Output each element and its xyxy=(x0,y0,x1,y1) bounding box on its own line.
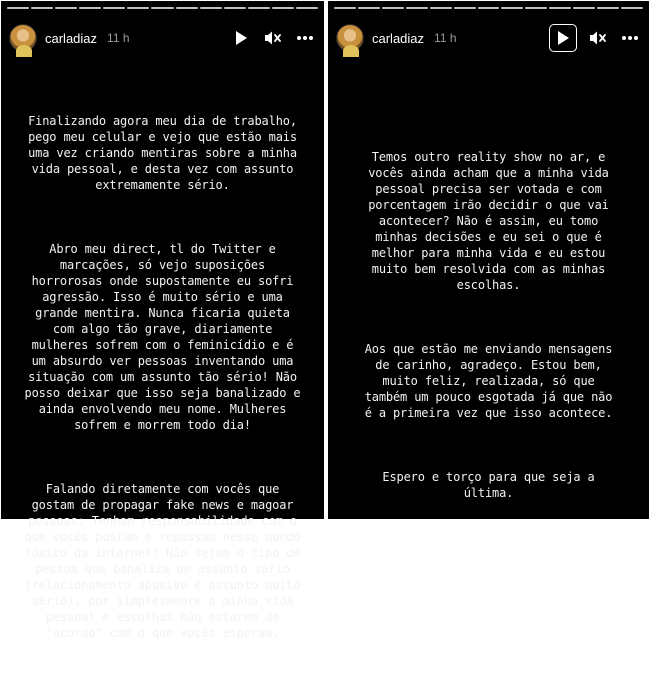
story-controls xyxy=(230,27,316,49)
progress-segment xyxy=(406,7,428,9)
progress-segment xyxy=(296,7,318,9)
progress-segment xyxy=(7,7,29,9)
story-progress-bar xyxy=(7,7,318,9)
progress-segment xyxy=(478,7,500,9)
story-text xyxy=(332,117,645,549)
progress-segment xyxy=(224,7,246,9)
progress-segment xyxy=(31,7,53,9)
mute-icon[interactable] xyxy=(587,27,609,49)
story-header xyxy=(336,23,641,53)
progress-segment xyxy=(176,7,198,9)
story-paragraph: Falando diretamente com vocês que gostam de propagar fake news e magoar pessoas: Tenham responsabilidade com o que vocês postam e repassam nesse mundo tóxico da internet! Não sejam o tipo de pessoa que banaliza um assunto sério (relacionamento abusivo é assunto muito sério), por simplesmente a minha vida pessoal e escolhas não estarem de "acordo" com o que vocês esperam. xyxy=(24,482,301,640)
progress-segment xyxy=(573,7,595,9)
story-progress-bar xyxy=(334,7,643,9)
story-paragraph: Temos outro reality show no ar, e vocês ainda acham que a minha vida pessoal precisa ser votada e com porcentagem irão decidir o que vai acontecer? Não é assim, eu tomo minhas decisões e eu sei o que é melhor para minha vida e eu estou muito bem resolvida com as minhas escolhas. xyxy=(368,150,609,292)
progress-segment xyxy=(248,7,270,9)
play-icon[interactable] xyxy=(230,27,252,49)
post-time: 11 h xyxy=(107,31,130,45)
progress-segment xyxy=(103,7,125,9)
progress-segment xyxy=(430,7,452,9)
username[interactable]: carladiaz xyxy=(372,30,425,46)
progress-segment xyxy=(200,7,222,9)
mute-icon[interactable] xyxy=(262,27,284,49)
story-paragraph: Aos que estão me enviando mensagens de carinho, agradeço. Estou bem, muito feliz, realizada, só que também um pouco esgotada já que não é a primeira vez que isso acontece. xyxy=(364,342,613,420)
progress-segment xyxy=(549,7,571,9)
story-header xyxy=(9,23,316,53)
progress-segment xyxy=(272,7,294,9)
story-panel-left xyxy=(1,1,324,640)
avatar[interactable] xyxy=(336,24,364,52)
progress-segment xyxy=(382,7,404,9)
progress-segment xyxy=(151,7,173,9)
progress-segment xyxy=(79,7,101,9)
more-icon[interactable] xyxy=(294,27,316,49)
progress-segment xyxy=(127,7,149,9)
progress-segment xyxy=(597,7,619,9)
progress-segment xyxy=(55,7,77,9)
username[interactable]: carladiaz xyxy=(45,30,98,46)
post-time: 11 h xyxy=(434,31,457,45)
story-controls xyxy=(549,24,641,52)
story-paragraph: Abro meu direct, tl do Twitter e marcações, só vejo suposições horrorosas onde supostamente eu sofri agressão. Isso é muito sério e uma grande mentira. Nunca ficaria quieta com algo tão grave, diariamente mulheres sofrem com o feminicídio e é um absurdo ver pessoas inventando uma situação com um assunto tão sério! Não posso deixar que isso seja banalizado e ainda envolvendo meu nome. Mulheres sofrem e morrem todo dia! xyxy=(24,242,301,432)
avatar[interactable] xyxy=(9,24,37,52)
progress-segment xyxy=(334,7,356,9)
story-paragraph: Finalizando agora meu dia de trabalho, pego meu celular e vejo que estão mais uma vez criando mentiras sobre a minha vida pessoal, e desta vez com assunto extremamente sério. xyxy=(28,114,297,192)
more-icon[interactable] xyxy=(619,27,641,49)
story-panel-right xyxy=(328,1,649,519)
play-icon[interactable] xyxy=(549,24,577,52)
story-paragraph: Espero e torço para que seja a última. xyxy=(382,470,595,500)
progress-segment xyxy=(525,7,547,9)
progress-segment xyxy=(501,7,523,9)
progress-segment xyxy=(454,7,476,9)
progress-segment xyxy=(358,7,380,9)
progress-segment xyxy=(621,7,643,9)
story-text xyxy=(5,81,320,689)
